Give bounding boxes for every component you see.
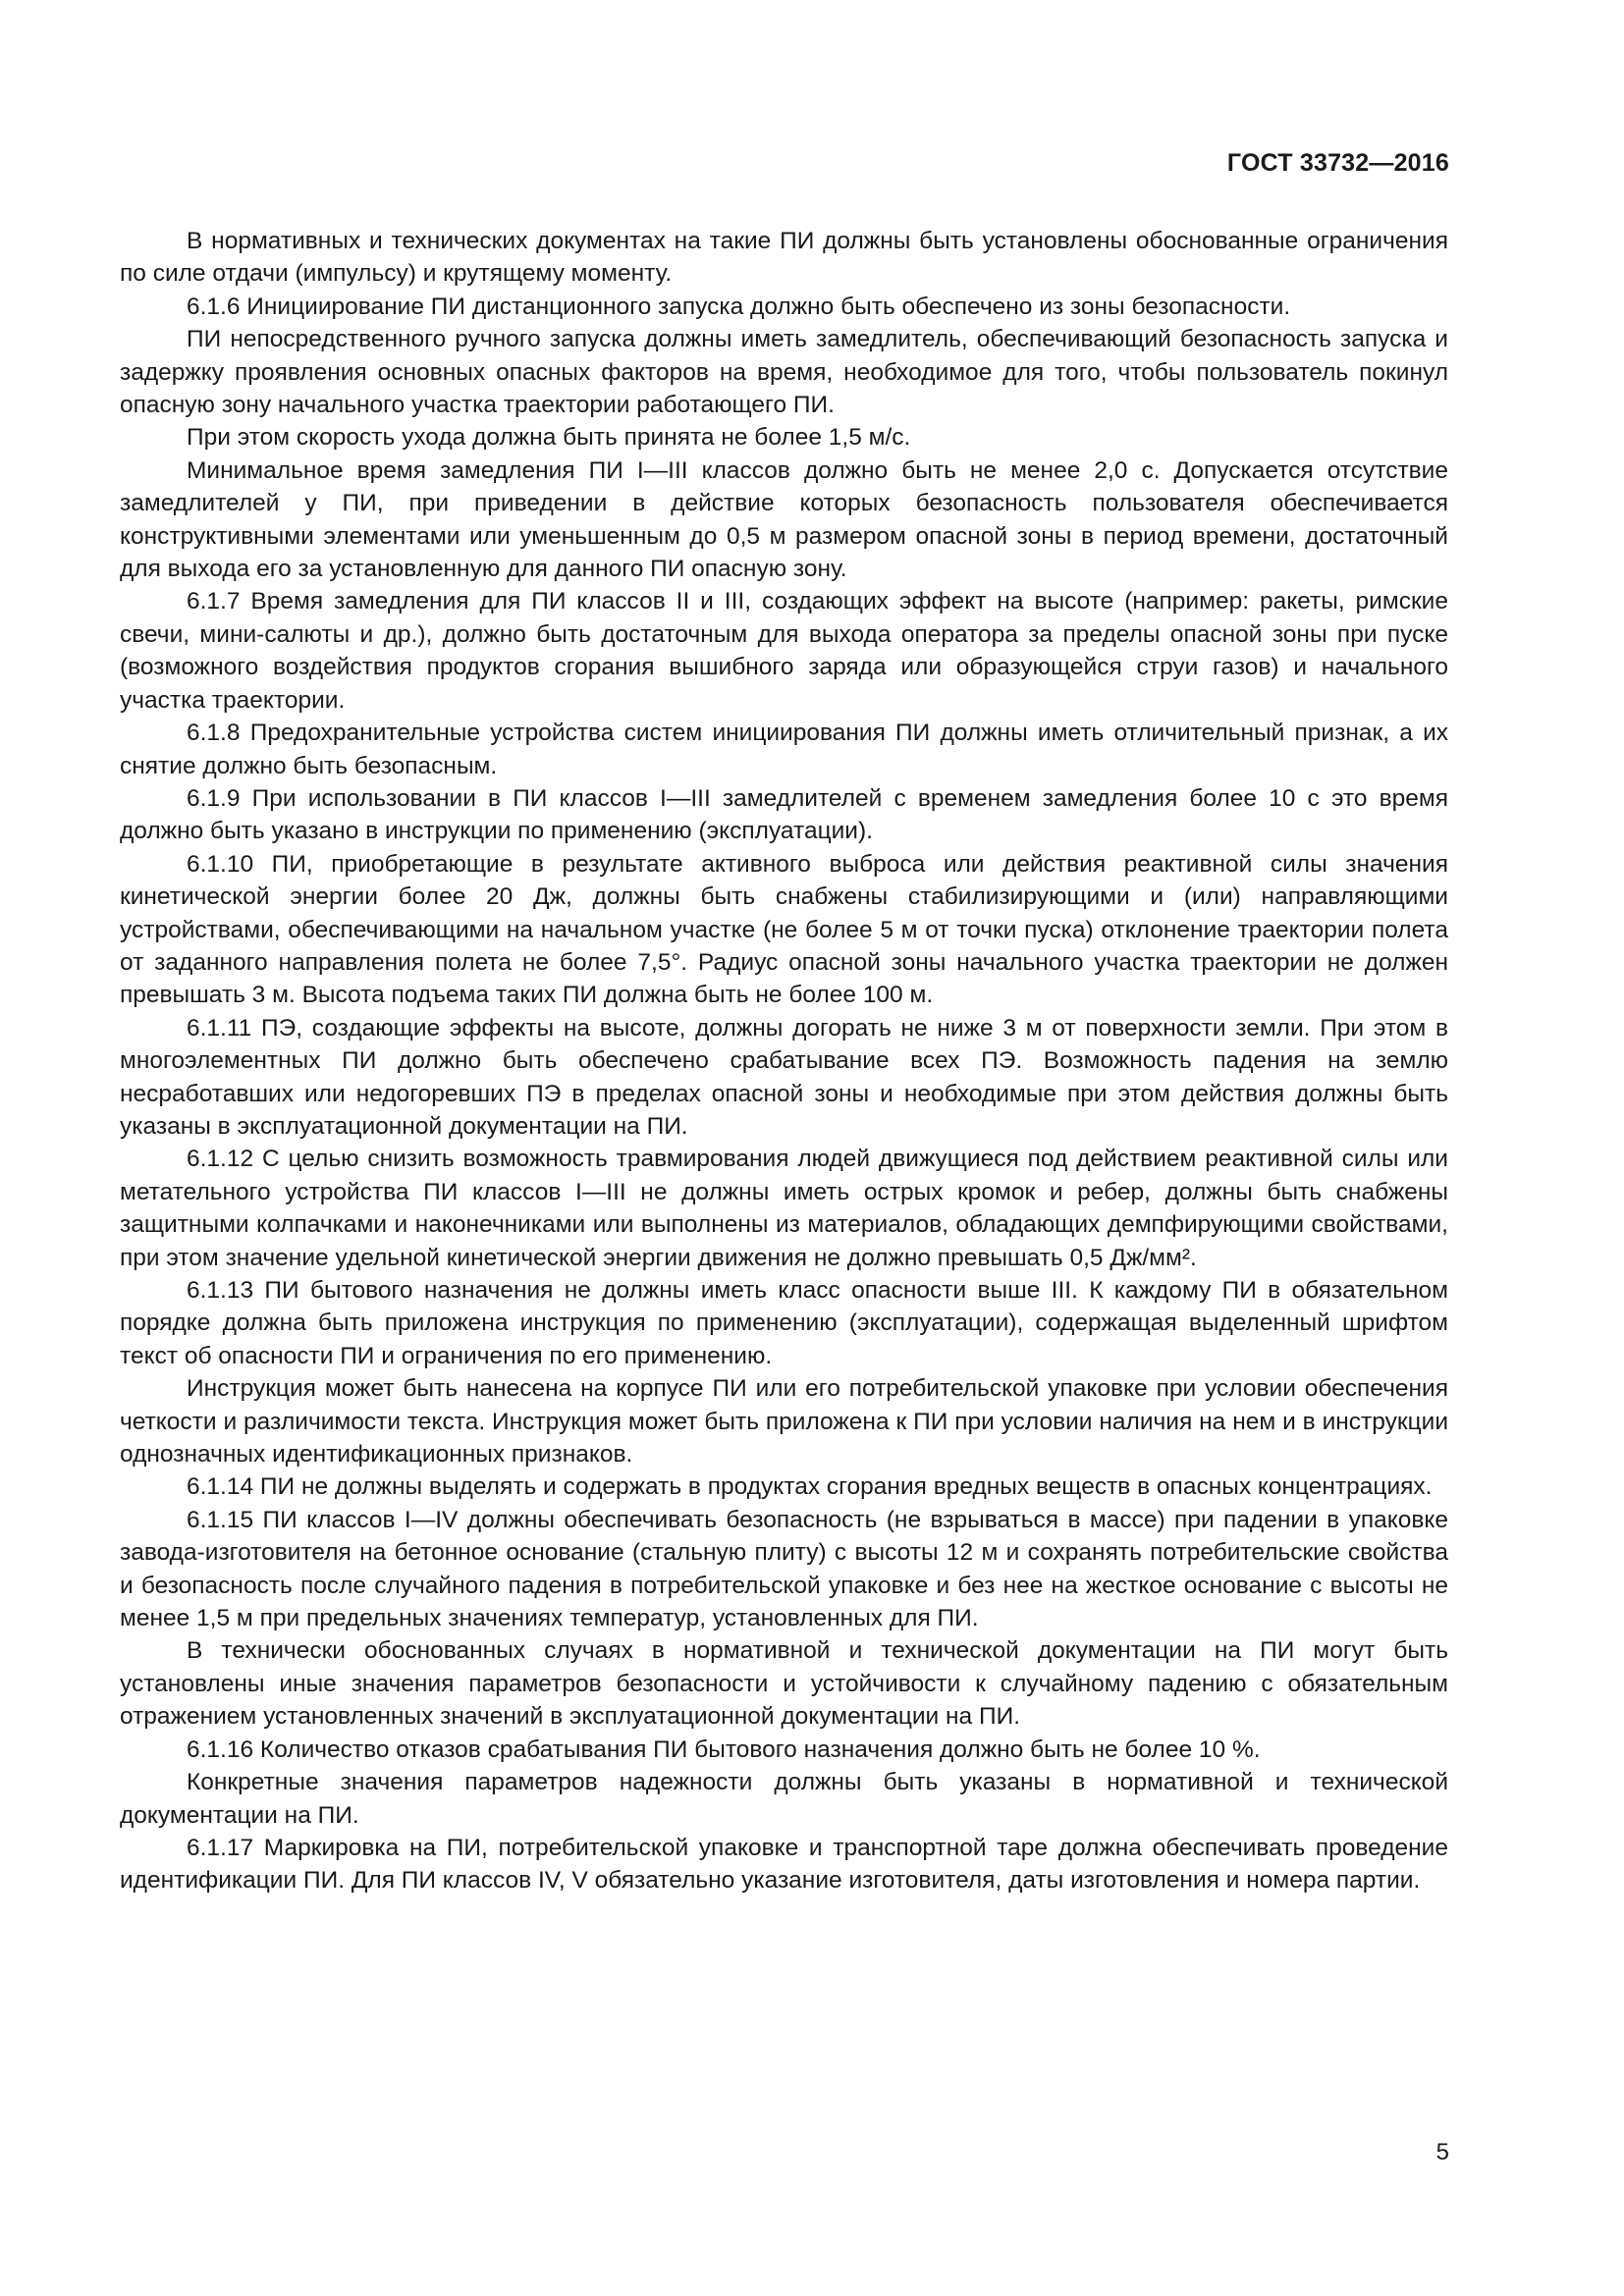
paragraph: 6.1.12 С целью снизить возможность травмирования людей движущиеся под действием реактивной силы или метательного устройства ПИ классов I—III не должны иметь острых кромок и ребер, должны быть снабжены защитными колпачками и наконечниками или выполнены из материалов, обладающих демпфирующими свойствами, при этом значение удельной кинетической энергии движения не должно превышать 0,5 Дж/мм².: [120, 1146, 1448, 1271]
paragraph: 6.1.15 ПИ классов I—IV должны обеспечивать безопасность (не взрываться в массе) при падении в упаковке завода-изготовителя на бетонное основание (стальную плиту) с высоты 12 м и сохранять потребительские свойства и безопасность после случайного падения в потребительской упаковке и без нее на жесткое основание с высоты не менее 1,5 м при предельных значениях температур, установленных для ПИ.: [120, 1506, 1448, 1632]
paragraph: 6.1.8 Предохранительные устройства систем инициирования ПИ должны иметь отличительный признак, а их снятие должно быть безопасным.: [120, 720, 1448, 779]
document-body: [120, 225, 1448, 1897]
paragraph: 6.1.13 ПИ бытового назначения не должны иметь класс опасности выше III. К каждому ПИ в обязательном порядке должна быть приложена инструкция по применению (эксплуатации), содержащая выделенный шрифтом текст об опасности ПИ и ограничения по его применению.: [120, 1277, 1448, 1369]
paragraph: ПИ непосредственного ручного запуска должны иметь замедлитель, обеспечивающий безопасность запуска и задержку проявления основных опасных факторов на время, необходимое для того, чтобы пользователь покинул опасную зону начального участка траектории работающего ПИ.: [120, 326, 1448, 419]
paragraph: 6.1.17 Маркировка на ПИ, потребительской упаковке и транспортной таре должна обеспечивать проведение идентификации ПИ. Для ПИ классов IV, V обязательно указание изготовителя, даты изготовления и номера партии.: [120, 1834, 1448, 1895]
paragraph: Минимальное время замедления ПИ I—III классов должно быть не менее 2,0 с. Допускается отсутствие замедлителей у ПИ, при приведении в действие которых безопасность пользователя обеспечивается конструктивными элементами или уменьшенным до 0,5 м размером опасной зоны в период времени, достаточный для выхода его за установленную для данного ПИ опасную зону.: [120, 456, 1448, 583]
paragraph: 6.1.16 Количество отказов срабатывания ПИ бытового назначения должно быть не более 10 %.: [187, 1735, 1261, 1763]
paragraph: В нормативных и технических документах на такие ПИ должны быть установлены обоснованные ограничения по силе отдачи (импульсу) и крутящему моменту.: [120, 228, 1448, 288]
paragraph: 6.1.14 ПИ не должны выделять и содержать в продуктах сгорания вредных веществ в опасных концентрациях.: [187, 1473, 1433, 1501]
paragraph: При этом скорость ухода должна быть принята не более 1,5 м/с.: [187, 424, 911, 452]
paragraph: 6.1.11 ПЭ, создающие эффекты на высоте, должны догорать не ниже 3 м от поверхности земли. При этом в многоэлементных ПИ должно быть обеспечено срабатывание всех ПЭ. Возможность падения на землю несработавших или недогоревших ПЭ в пределах опасной зоны и необходимые при этом действия должны быть указаны в эксплуатационной документации на ПИ.: [120, 1014, 1448, 1140]
paragraph: 6.1.6 Инициирование ПИ дистанционного запуска должно быть обеспечено из зоны безопасности.: [187, 293, 1291, 320]
paragraph: 6.1.9 При использовании в ПИ классов I—III замедлителей с временем замедления более 10 с это время должно быть указано в инструкции по применению (эксплуатации).: [120, 784, 1448, 845]
document-code-header: ГОСТ 33732—2016: [1226, 149, 1449, 177]
paragraph: 6.1.10 ПИ, приобретающие в результате активного выброса или действия реактивной силы значения кинетической энергии более 20 Дж, должны быть снабжены стабилизирующими и (или) направляющими устройствами, обеспечивающими на начальном участке (не более 5 м от точки пуска) отклонение траектории полета от заданного направления полета не более 7,5°. Радиус опасной зоны начального участка траектории не должен превышать 3 м. Высота подъема таких ПИ должна быть не более 100 м.: [120, 850, 1448, 1009]
paragraph: 6.1.7 Время замедления для ПИ классов II и III, создающих эффект на высоте (например: ракеты, римские свечи, мини-салюты и др.), должно быть достаточным для выхода оператора за пределы опасной зоны при пуске (возможного воздействия продуктов сгорания вышибного заряда или образующейся струи газов) и начального участка траектории.: [120, 588, 1448, 714]
page-number: 5: [1435, 2139, 1449, 2165]
paragraph: Конкретные значения параметров надежности должны быть указаны в нормативной и технической документации на ПИ.: [120, 1769, 1448, 1829]
paragraph: Инструкция может быть нанесена на корпусе ПИ или его потребительской упаковке при условии обеспечения четкости и различимости текста. Инструкция может быть приложена к ПИ при условии наличия на нем и в инструкции однозначных идентификационных признаков.: [120, 1375, 1448, 1468]
paragraph: В технически обоснованных случаях в нормативной и технической документации на ПИ могут быть установлены иные значения параметров безопасности и устойчивости к случайному падению с обязательным отражением установленных значений в эксплуатационной документации на ПИ.: [120, 1637, 1448, 1731]
